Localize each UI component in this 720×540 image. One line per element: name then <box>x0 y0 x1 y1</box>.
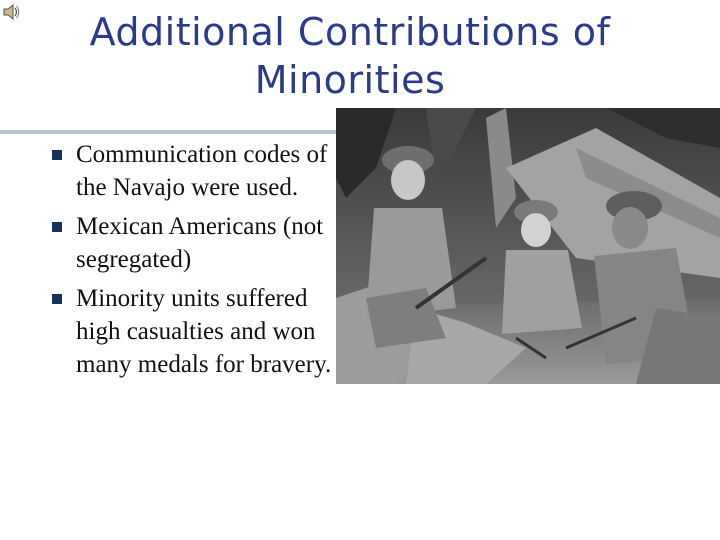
title-line-1: Additional Contributions of <box>89 10 611 54</box>
square-bullet-icon <box>52 222 62 232</box>
title-divider <box>0 130 372 134</box>
title-line-2: Minorities <box>254 58 446 102</box>
square-bullet-icon <box>52 150 62 160</box>
bullet-item <box>48 282 338 381</box>
bullet-text: Minority units suffered high casualties and won many medals for bravery. <box>76 285 332 378</box>
slide-title <box>20 8 680 104</box>
bullet-item <box>48 210 338 276</box>
bullet-list <box>48 138 338 387</box>
soldiers-photo <box>336 108 720 384</box>
speaker-icon[interactable] <box>2 2 20 22</box>
bullet-text: Mexican Americans (not segregated) <box>76 213 324 273</box>
bullet-item <box>48 138 338 204</box>
bullet-text: Communication codes of the Navajo were used. <box>76 141 328 201</box>
square-bullet-icon <box>52 294 62 304</box>
